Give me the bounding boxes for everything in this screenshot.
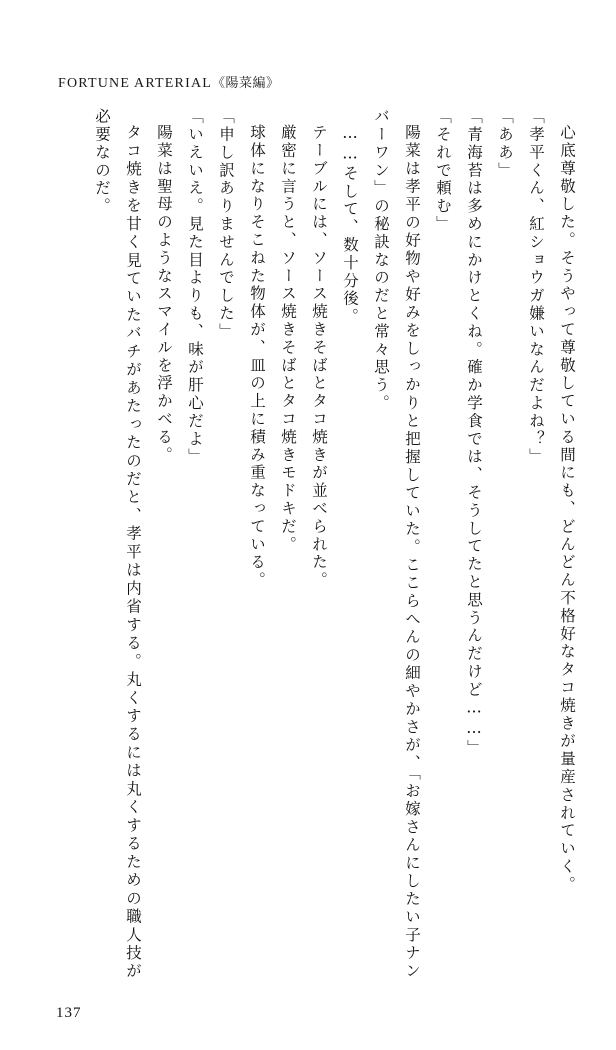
paragraph: タコ焼きを甘く見ていたバチがあたったのだと、孝平は内省する。丸くするには丸くするための職人技が必要なのだ。: [93, 108, 142, 980]
paragraph: 陽菜は孝平の好物や好みをしっかりと把握していた。ここらへんの細やかさが、「お嫁さんにしたい子ナンバーワン」の秘訣なのだと常々思う。: [372, 108, 421, 980]
page-number: 137: [56, 1005, 82, 1021]
paragraph: 陽菜は聖母のようなスマイルを浮かべる。: [155, 123, 173, 464]
paragraph: 厳密に言うと、ソース焼きそばとタコ焼きモドキだ。: [279, 123, 297, 554]
paragraph: 「青海苔は多めにかけとくね。確か学食では、そうしてたと思うんだけど……」: [465, 108, 483, 758]
paragraph: 「いえいえ。見た目よりも、味が肝心だよ」: [186, 108, 204, 466]
paragraph: 「それで頼む」: [434, 108, 452, 234]
paragraph: テーブルには、ソース焼きそばとタコ焼きが並べられた。: [310, 123, 328, 589]
paragraph: 球体になりそこねた物体が、皿の上に積み重なっている。: [248, 123, 266, 589]
paragraph: 「孝平くん、紅ショウガ嫌いなんだよね？」: [527, 108, 545, 466]
running-head-title: FORTUNE ARTERIAL: [58, 76, 213, 91]
paragraph: 「申し訳ありませんでした」: [217, 108, 235, 341]
paragraph: 心底尊敬した。そうやって尊敬している間にも、どんどん不格好なタコ焼きが量産されていく。: [558, 123, 576, 894]
paragraph: 「ああ」: [496, 108, 514, 180]
body-text-vertical: [52, 108, 582, 980]
running-head: [58, 72, 280, 92]
paragraph: ……そして、数十分後。: [341, 123, 359, 326]
running-head-subtitle: 《陽菜編》: [212, 76, 280, 91]
